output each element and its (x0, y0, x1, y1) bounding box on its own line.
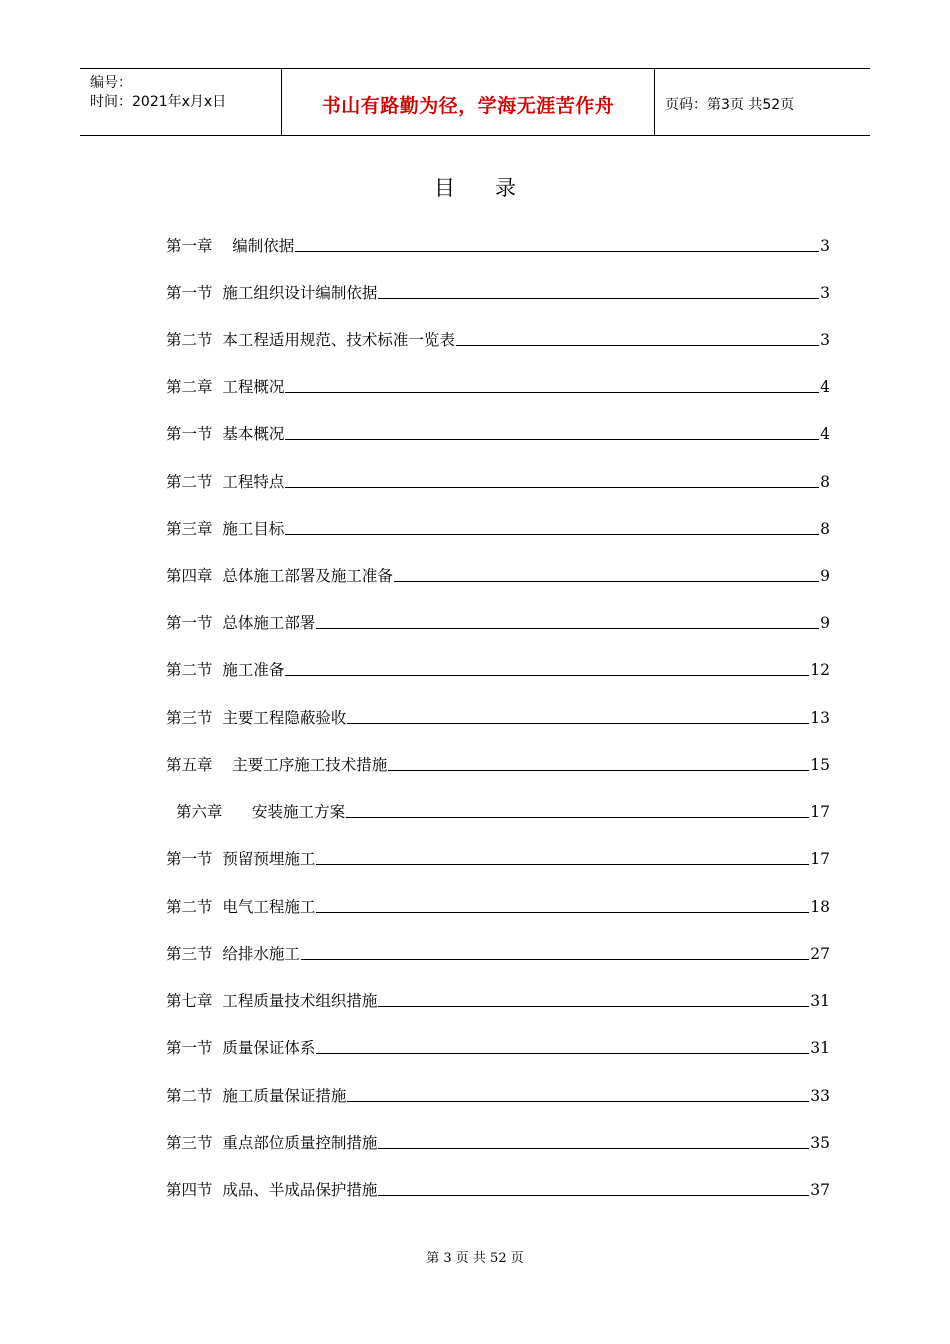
toc-leader-line (285, 439, 819, 440)
toc-entry[interactable] (166, 704, 830, 728)
header-motto-cell (282, 69, 655, 135)
toc-entry-page: 33 (810, 1087, 830, 1105)
toc-entry[interactable] (166, 987, 830, 1011)
toc-entry[interactable] (166, 232, 830, 256)
toc-entry-label: 第三节 主要工程隐蔽验收 (166, 709, 347, 727)
toc-entry-label: 第七章 工程质量技术组织措施 (166, 992, 378, 1010)
toc-entry-page: 3 (820, 284, 830, 302)
toc-entry-label: 第二节 本工程适用规范、技术标准一览表 (166, 331, 455, 349)
toc-entry-page: 31 (810, 1039, 830, 1057)
toc-entry-page: 3 (820, 237, 830, 255)
toc-leader-line (316, 1053, 809, 1054)
toc-entry-label: 第二章 工程概况 (166, 378, 285, 396)
toc-leader-line (378, 1148, 809, 1149)
toc-entry-page: 13 (810, 709, 830, 727)
toc-entry[interactable] (166, 326, 830, 350)
toc-leader-line (346, 817, 809, 818)
toc-entry-page: 4 (820, 425, 830, 443)
toc-entry[interactable] (166, 420, 830, 444)
header-motto: 书山有路勤为径，学海无涯苦作舟 (321, 95, 615, 117)
toc-leader-line (388, 770, 809, 771)
toc-entry-page: 27 (810, 945, 830, 963)
toc-entry-page: 8 (820, 473, 830, 491)
toc-entry-label: 第一节 总体施工部署 (166, 614, 316, 632)
toc-entry-page: 17 (810, 850, 830, 868)
header-page-cell (655, 69, 870, 135)
toc-entry-label: 第四章 总体施工部署及施工准备 (166, 567, 393, 585)
toc-leader-line (285, 392, 819, 393)
toc-entry-label: 第三节 给排水施工 (166, 945, 300, 963)
toc-entry[interactable] (166, 279, 830, 303)
page-footer: 第 3 页 共 52 页 (426, 1251, 524, 1266)
toc-entry[interactable] (166, 1176, 830, 1200)
toc-entry-label: 第一节 质量保证体系 (166, 1039, 316, 1057)
toc-entry-label: 第二节 施工质量保证措施 (166, 1087, 347, 1105)
toc-entry-label: 第二节 工程特点 (166, 473, 285, 491)
toc-entry[interactable] (166, 1082, 830, 1106)
toc-entry-label: 第一章 编制依据 (166, 237, 295, 255)
toc-leader-line (295, 251, 819, 252)
toc-entry-page: 4 (820, 378, 830, 396)
toc-leader-line (285, 534, 819, 535)
toc-entry[interactable] (166, 940, 830, 964)
toc-entry-page: 9 (820, 614, 830, 632)
toc-entry[interactable] (166, 1034, 830, 1058)
toc-entry-page: 37 (810, 1181, 830, 1199)
toc-entry-label: 第五章 主要工序施工技术措施 (166, 756, 388, 774)
toc-entry-page: 9 (820, 567, 830, 585)
toc-entry[interactable] (166, 468, 830, 492)
toc-entry-label: 第一节 基本概况 (166, 425, 285, 443)
toc-entry-label: 第二节 施工准备 (166, 661, 285, 679)
toc-leader-line (394, 581, 819, 582)
toc-leader-line (378, 298, 819, 299)
toc-leader-line (301, 959, 809, 960)
toc-entry[interactable] (166, 1129, 830, 1153)
toc-entry[interactable] (166, 609, 830, 633)
toc-entry[interactable] (166, 893, 830, 917)
toc-entry[interactable] (166, 656, 830, 680)
toc-entry-label: 第三节 重点部位质量控制措施 (166, 1134, 378, 1152)
toc-entry-label: 第四节 成品、半成品保护措施 (166, 1181, 378, 1199)
toc-entry-label: 第三章 施工目标 (166, 520, 285, 538)
toc-leader-line (285, 675, 809, 676)
header-number-label: 编号： (90, 75, 132, 91)
toc-leader-line (378, 1006, 809, 1007)
toc-entry[interactable] (176, 798, 830, 822)
toc-leader-line (378, 1195, 809, 1196)
toc-entry[interactable] (166, 515, 830, 539)
toc-entry[interactable] (166, 562, 830, 586)
toc-leader-line (316, 912, 809, 913)
toc-entry-label: 第六章 安装施工方案 (176, 803, 346, 821)
toc-entry-label: 第一节 施工组织设计编制依据 (166, 284, 378, 302)
header-time-label: 时间：2021年x月x日 (90, 94, 227, 110)
toc-entry-page: 31 (810, 992, 830, 1010)
toc-entry-page: 8 (820, 520, 830, 538)
document-header (80, 68, 870, 136)
toc-leader-line (347, 1101, 809, 1102)
header-page-info: 页码：第3页 共52页 (665, 97, 795, 113)
toc-leader-line (347, 723, 809, 724)
toc-leader-line (316, 628, 819, 629)
toc-leader-line (456, 345, 819, 346)
toc-entry-label: 第二节 电气工程施工 (166, 898, 316, 916)
toc-entry-page: 12 (810, 661, 830, 679)
toc-entry-page: 18 (810, 898, 830, 916)
toc-entry[interactable] (166, 751, 830, 775)
toc-leader-line (316, 864, 809, 865)
toc-entry[interactable] (166, 373, 830, 397)
toc-entry-page: 35 (810, 1134, 830, 1152)
toc-entry[interactable] (166, 845, 830, 869)
toc-entry-page: 3 (820, 331, 830, 349)
toc-entry-page: 17 (810, 803, 830, 821)
toc-entry-label: 第一节 预留预埋施工 (166, 850, 316, 868)
toc-leader-line (285, 487, 819, 488)
toc-title: 目录 (434, 176, 556, 200)
header-meta-cell (80, 69, 282, 135)
toc-entry-page: 15 (810, 756, 830, 774)
